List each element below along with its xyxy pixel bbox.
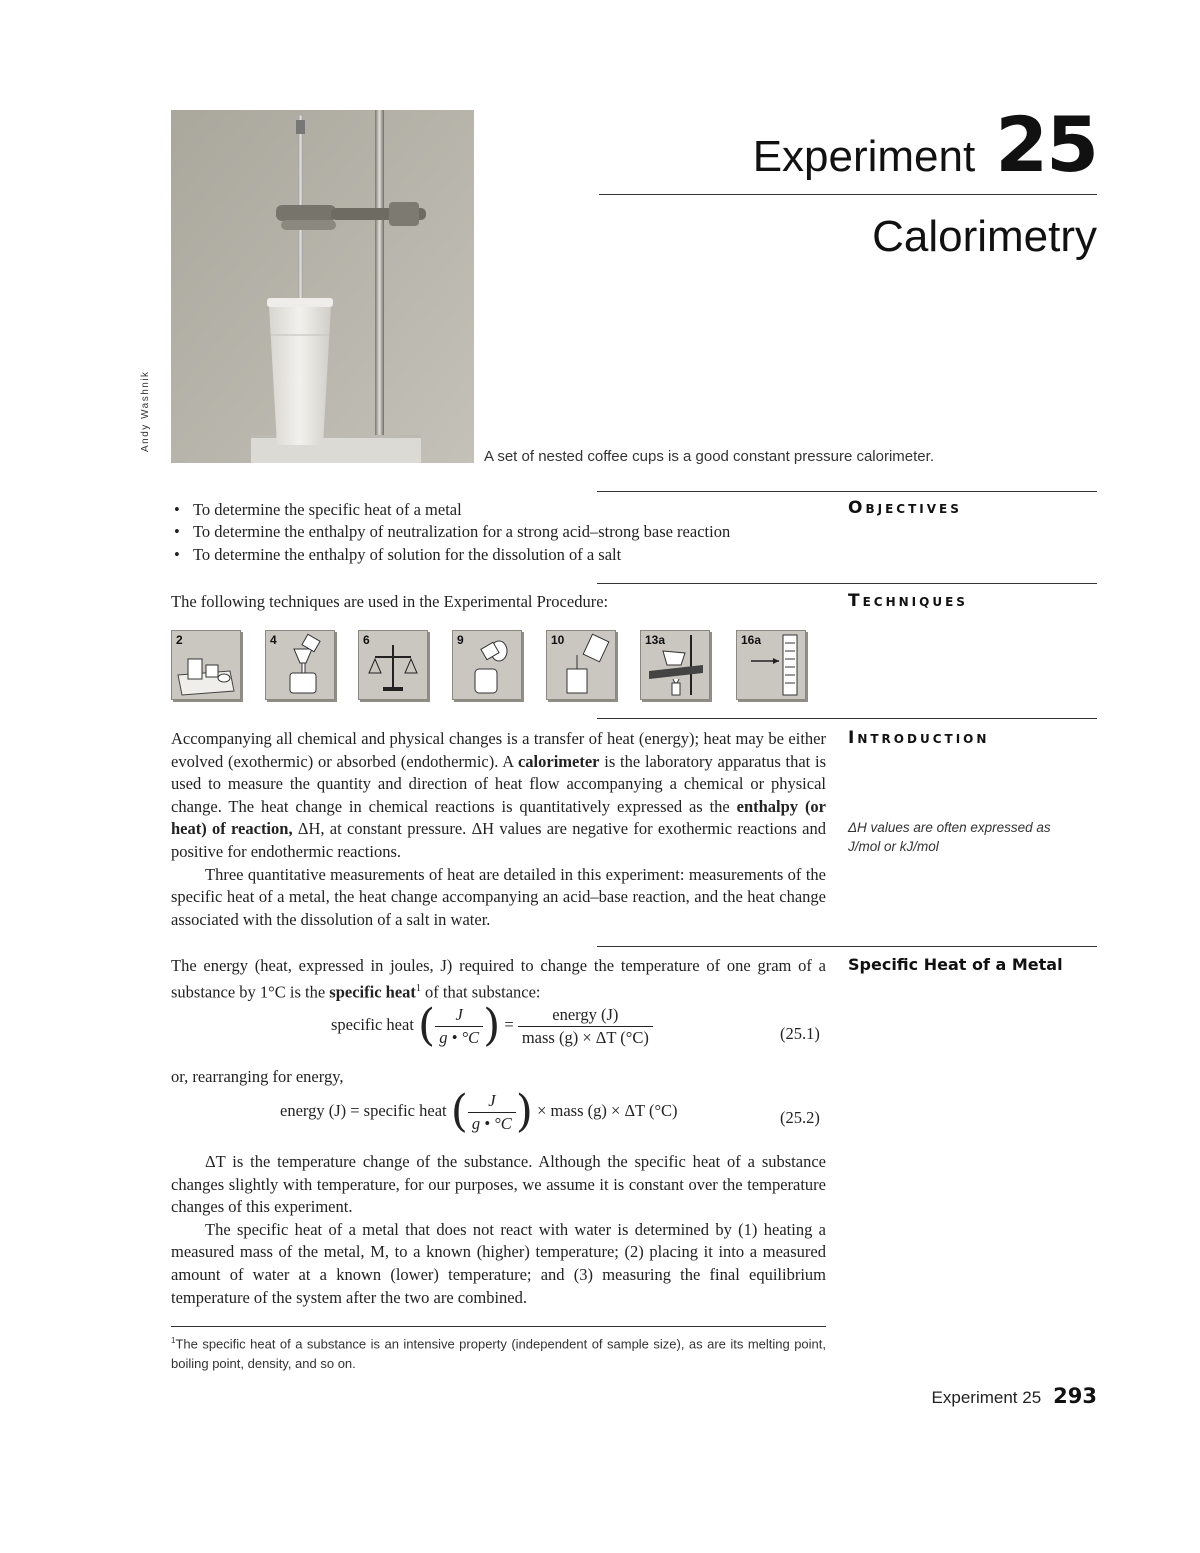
technique-number: 16a [741,633,762,647]
equation-25-1: specific heat ( $\frac{J}{g • ^\circ C}$ ) = $\frac{\text{energy (J)}}{\text{mass (g) × ΔT (°C)}}$ [331,1004,653,1048]
introduction-paragraph-2: Three quantitative measurements of heat are detailed in this experiment: measurements of the specific heat of a metal, the heat change accompanying an acid–base reaction, and the heat change associated with the dissolution of a salt in water. [171,864,826,929]
experiment-number: 25 [995,100,1097,189]
specific-heat-paragraph-2: ΔT is the temperature change of the substance. Although the specific heat of a substance changes slightly with temperature, for our purposes, we assume it is constant over the temperature changes of this experiment. [171,1152,826,1217]
equation-25-2-label: (25.2) [780,1108,820,1127]
techniques-rule [597,583,1097,584]
page-footer [800,1384,1097,1408]
list-item: • To determine the enthalpy of neutralization for a strong acid–strong base reaction [171,521,831,543]
photo-caption: A set of nested coffee cups is a good constant pressure calorimeter. [484,448,934,465]
objectives-rule [597,491,1097,492]
technique-number: 9 [457,633,464,647]
techniques-heading: Techniques [848,591,968,611]
technique-16a[interactable] [736,630,806,700]
technique-13a[interactable] [640,630,710,700]
objectives-heading: Objectives [848,498,962,518]
page-number: 293 [1053,1384,1097,1408]
specific-heat-text [171,1151,826,1309]
introduction-paragraph-1: Accompanying all chemical and physical changes is a transfer of heat (energy); heat may be either evolved (exothermic) or absorbed (endothermic). A calorimeter is the laboratory apparatus that is used to measure the quantity and direction of heat flow accompanying a chemical or physical change. The heat change in chemical reactions is quantitatively expressed as the enthalpy (or heat) of reaction, ΔH, at constant pressure. ΔH values are negative for exothermic reactions and positive for endothermic reactions. [171,729,827,861]
rearranging-text: or, rearranging for energy, [171,1067,344,1086]
technique-number: 4 [270,633,277,647]
footnote: $^1$The specific heat of a substance is an intensive property (independent of sample size), as are its melting point, boiling point, density, and so on. [171,1336,826,1372]
list-item: • To determine the specific heat of a metal [171,499,831,521]
technique-10[interactable] [546,630,616,700]
technique-number: 10 [551,633,565,647]
technique-number: 13a [645,633,666,647]
introduction-rule [597,718,1097,719]
technique-number: 2 [176,633,183,647]
specific-heat-paragraph-3: The specific heat of a metal that does not react with water is determined by (1) heating a measured mass of the metal, M, to a known (higher) temperature; (2) placing it into a measured amount of water at a known (lower) temperature; and (3) measuring the final equilibrium temperature of the system after the two are combined. [171,1219,826,1307]
specific-heat-rule [597,946,1097,947]
footer-label: Experiment 25 [931,1388,1042,1407]
technique-2[interactable] [171,630,241,700]
technique-9[interactable] [452,630,522,700]
list-item: • To determine the enthalpy of solution for the dissolution of a salt [171,544,831,566]
equation-25-1-label: (25.1) [780,1024,820,1043]
technique-6[interactable] [358,630,428,700]
coffee-cup-calorimeter-image [171,110,474,463]
page-title: Calorimetry [872,212,1097,261]
experiment-heading [600,100,1097,189]
technique-4[interactable] [265,630,335,700]
introduction-text [171,728,826,931]
objectives-list [171,499,831,566]
photo-credit: Andy Washnik [140,370,151,452]
introduction-heading: Introduction [848,728,990,748]
equation-25-2: energy (J) = specific heat ( $\frac{J}{g • ^\circ C}$ ) × mass (g) × ΔT (°C) [280,1086,678,1137]
calorimeter-photo [171,110,474,463]
margin-note: ΔH values are often expressed as J/mol or kJ/mol [848,820,1051,854]
specific-heat-heading: Specific Heat of a Metal [848,955,1063,974]
footnote-rule [171,1326,826,1327]
techniques-intro: The following techniques are used in the Experimental Procedure: [171,592,609,611]
experiment-word: Experiment [752,132,976,181]
technique-number: 6 [363,633,370,647]
specific-heat-intro: The energy (heat, expressed in joules, J) required to change the temperature of one gram of a substance by 1°C is the specific heat$^1$ of that substance: [171,956,826,1002]
title-rule [599,194,1097,195]
